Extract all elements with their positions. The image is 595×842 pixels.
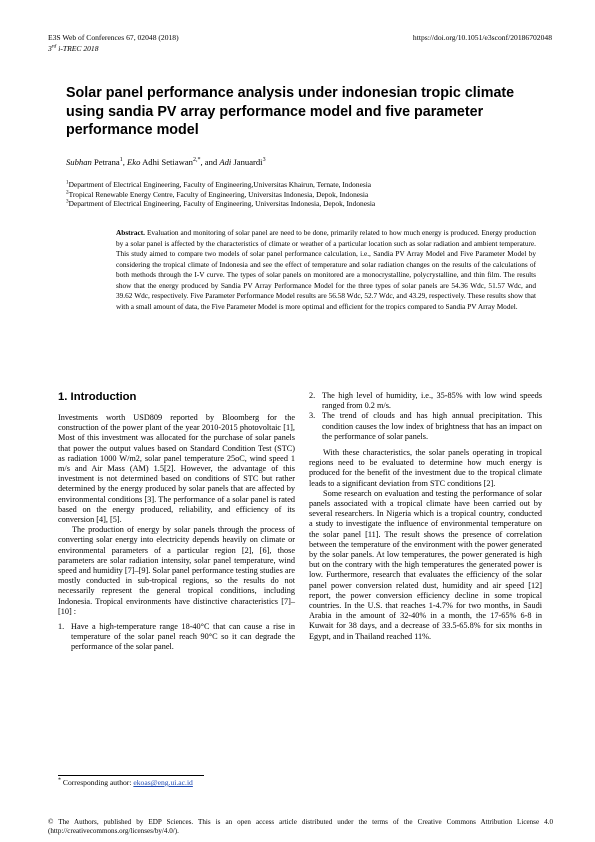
author-2-last: Adhi Setiawan xyxy=(142,157,193,167)
paper-title: Solar panel performance analysis under indonesian tropic climate using sandia PV array performance model and five parameter performance model xyxy=(66,85,515,138)
left-column xyxy=(58,413,295,653)
affiliation-2 xyxy=(66,190,536,200)
corresponding-email-link[interactable]: ekoas@eng.ui.ac.id xyxy=(133,778,193,787)
author-1-sup: 1 xyxy=(119,157,123,164)
list-item-number: 3. xyxy=(309,411,316,421)
author-1-first: Subhan xyxy=(66,157,92,167)
abstract-text: Evaluation and monitoring of solar panel are need to be done, primarily related to how much energy is produced. Energy production by a solar panel is affected by the characteristics of climate or weather of a particular location such as solar radiation and ambient temperature. This study aimed to compare two models of solar panel performance calculation, i.e., Sandia PV Array Model and Five Parameter Model by considering the tropical climate of Indonesia and see the effect of temperature and solar radiation changes on the results of the calculations of both methods through the I-V curve. The types of solar panels on monitored are a monocrystalline, polycrystalline, and thin film. The results show that the energy produced by Sandia PV Array Performance Model for the three types of solar panels are 54.36 Wdc, 51.57 Wdc, and 39.62 Wdc, respectively. Five Parameter Performance Model results are 56.58 Wdc, 52.7 Wdc, and 43.29, respectively. These results show that with a small amount of data, the Five Parameter Model is more optimal and efficient for the tropics compared to Sandia PV Array Model. xyxy=(116,228,536,311)
affiliation-1-text: Department of Electrical Engineering, Faculty of Engineering,Universitas Khairun, Ternate, Indonesia xyxy=(68,180,372,189)
doi-header: https://doi.org/10.1051/e3sconf/20186702048 xyxy=(412,33,552,42)
intro-paragraph-4: Some research on evaluation and testing the performance of solar panels associated with a tropical climate have been carried out by several researchers. In Nigeria which is a tropical country, conducted a study to investigate the influence of environmental temperature on the solar panel [11]. The result shows the presence of correlation between the temperature of the environment with the power generated by the solar panels. At low temperatures, the power generated is high but on the contrary with the high temperatures the generated power is low. Furthermore, research that evaluates the efficiency of the solar panel power conversion related dust, humidity and air speed [12] report, the power conversion efficiency decline in some tropical countries. In the U.S. that reaches 1-4.7% for two months, in Saudi Arabia in the amount of 32-40% in a month, the 17-65% 6-8 in Kuwait for 38 days, and a decrease of 33.5-65.8% for six months in Egypt, and in Thailand reached 11%. xyxy=(309,488,542,641)
list-item-text: The high level of humidity, i.e., 35-85% with low wind speeds ranged from 0.2 m/s. xyxy=(322,391,542,411)
footnote-mark: * xyxy=(58,777,61,784)
author-and: , and xyxy=(200,157,218,167)
affiliation-2-sup: 2 xyxy=(66,189,69,196)
affiliation-2-text: Tropical Renewable Energy Centre, Faculty of Engineering, Universitas Indonesia, Depok, Indonesia xyxy=(68,189,369,199)
author-1-last: Petrana xyxy=(93,157,120,167)
footnote xyxy=(58,778,193,787)
affiliation-1-sup: 1 xyxy=(66,179,69,186)
journal-header: E3S Web of Conferences 67, 02048 (2018) xyxy=(48,33,179,42)
affiliation-3-sup: 3 xyxy=(66,198,69,205)
list-item xyxy=(309,411,542,442)
intro-paragraph-1: Investments worth USD809 reported by Bloomberg for the construction of the power plant of the year 2010-2015 photovoltaic [1], Most of this investment was allocated for the purchase of solar panels that power the output values based on Standard Condition Test (STC) as radiation 1000 W/m2, solar panel temperature 25oC, wind speed 1 m/s and Air Mass (AM) 1.5[2]. However, the advantage of this investment is not determined based on conditions of STC but rather determined by the energy produced by solar panels that are affected by environmental conditions [3]. The performance of a solar panel is rated based on the energy produced, reliability, and efficiency of its conversion [4], [5]. xyxy=(58,413,295,525)
footnote-label: Corresponding author: xyxy=(62,778,134,787)
section-heading: 1. Introduction xyxy=(58,391,137,403)
affiliation-3 xyxy=(66,199,536,209)
author-list: Subhan Petrana$^1$, Eko Adhi Setiawan$^{2,*}$, and Adi Januardi$^3$ xyxy=(66,157,266,167)
list-item-number: 1. xyxy=(58,622,65,632)
list-item xyxy=(58,622,295,653)
author-3-sup: 3 xyxy=(262,157,266,164)
list-item-number: 2. xyxy=(309,391,316,400)
affiliation-3-text: Department of Electrical Engineering, Faculty of Engineering, Universitas Indonesia, Depok, Indonesia xyxy=(68,199,376,208)
footnote-rule xyxy=(58,775,204,776)
license-footer: © The Authors, published by EDP Sciences. This is an open access article distributed under the terms of the Creative Commons Attribution License 4.0 (http://creativecommons.org/licenses/by/4.0/). xyxy=(48,818,553,836)
list-item xyxy=(309,391,542,411)
list-item-text: The trend of clouds and has high annual precipitation. This condition causes the low index of brightness that has an impact on the performance of solar panels. xyxy=(322,411,542,441)
intro-paragraph-2: The production of energy by solar panels through the process of converting solar energy into electricity depends heavily on climate or environmental parameters of a particular region [2], [6], those parameters are solar radiation intensity, solar panel temperature, wind speed and humidity [7]–[9]. Solar panel performance testing studies are mostly conducted in sub-tropical regions, so the results do not necessarily represent the general tropical conditions, including Indonesia. Tropical environments have distinctive characteristics [7]–[10] : xyxy=(58,525,295,616)
author-2-first: Eko xyxy=(127,157,141,167)
author-2-sup: 2,* xyxy=(192,157,201,164)
abstract xyxy=(116,228,536,312)
right-column xyxy=(309,391,542,642)
author-3-first: Adi xyxy=(219,157,232,167)
abstract-label: Abstract. xyxy=(116,228,145,237)
conference-header: 3rd i-TREC 2018 xyxy=(48,43,99,53)
intro-paragraph-3: With these characteristics, the solar panels operating in tropical regions need to be evaluated to determine how much energy is produced for the benefit of the investment due to the tropical climate leads to a significant deviation from STC conditions [2]. xyxy=(309,448,542,488)
author-3-last: Januardi xyxy=(233,157,263,167)
affiliation-1 xyxy=(66,180,536,190)
list-item-text: Have a high-temperature range 18-40°C that can cause a rise in temperature of the solar panel reach 90°C so it can degrade the performance of the solar panel. xyxy=(71,622,295,652)
